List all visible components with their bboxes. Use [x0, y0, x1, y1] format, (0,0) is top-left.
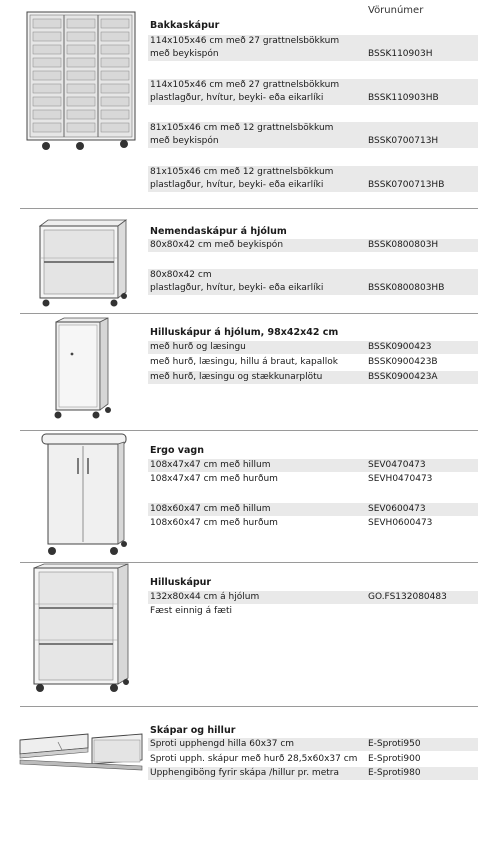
row-desc-line: 108x60x47 cm með hurðum: [150, 518, 278, 528]
row-desc-line: plastlagður, hvítur, beyki- eða eikarlíki: [150, 180, 324, 190]
wall-shelf-icon: [18, 730, 146, 778]
row-desc-line: með hurð og læsingu: [150, 342, 246, 352]
row-desc-line: plastlagður, hvítur, beyki- eða eikarlíki: [150, 93, 324, 103]
row-code: E-Sproti950: [368, 739, 421, 749]
row-desc-line: 81x105x46 cm með 12 grattnelsbökkum: [150, 123, 334, 133]
table-row: [148, 166, 478, 192]
row-code: SEV0600473: [368, 504, 426, 514]
row-code: BSSK0700713HB: [368, 180, 445, 190]
row-desc-line: 108x60x47 cm með hillum: [150, 504, 271, 514]
table-row: [148, 753, 478, 766]
row-code: BSSK0900423B: [368, 357, 438, 367]
shelf-cabinet-icon: [30, 562, 134, 694]
row-code: BSSK110903HB: [368, 93, 439, 103]
table-row: [148, 503, 478, 516]
row-desc-line: 114x105x46 cm með 27 grattnelsbökkum: [150, 80, 340, 90]
row-desc-line: 108x47x47 cm með hurðum: [150, 474, 278, 484]
table-row: [148, 459, 478, 472]
table-row: [148, 79, 478, 105]
section-note: Fæst einnig á fæti: [150, 606, 233, 616]
row-code: SEV0470473: [368, 460, 426, 470]
table-row: [148, 738, 478, 751]
section-title-ergo-cart: Ergo vagn: [150, 445, 204, 456]
table-row: [148, 356, 478, 369]
row-code: BSSK0800803HB: [368, 283, 445, 293]
table-row: [148, 341, 478, 354]
table-row: [148, 122, 478, 148]
row-code: E-Sproti980: [368, 768, 421, 778]
section-divider: [20, 313, 478, 314]
row-code: BSSK0900423A: [368, 372, 438, 382]
locker-cabinet-icon: [50, 316, 118, 422]
table-row: [148, 371, 478, 384]
section-title-student-cabinet: Nemendaskápur á hjólum: [150, 226, 287, 237]
row-desc-line: 108x47x47 cm með hillum: [150, 460, 271, 470]
section-title-locker-cabinet: Hilluskápur á hjólum, 98x42x42 cm: [150, 327, 339, 338]
table-row: [148, 767, 478, 780]
row-desc-line: plastlagður, hvítur, beyki- eða eikarlíki: [150, 283, 324, 293]
section-title-wall-units: Skápar og hillur: [150, 725, 236, 736]
row-code: BSSK0900423: [368, 342, 432, 352]
open-cabinet-icon: [36, 218, 130, 310]
row-desc-line: Upphengiböng fyrir skápa /hillur pr. metra: [150, 768, 339, 778]
section-title-shelf-cabinet: Hilluskápur: [150, 577, 212, 588]
row-desc-line: 132x80x44 cm á hjólum: [150, 592, 260, 602]
row-desc-line: með hurð, læsingu, hillu á braut, kapallok: [150, 357, 338, 367]
table-row: [148, 35, 478, 61]
ergo-cart-icon: [38, 430, 130, 560]
table-row: [148, 591, 478, 604]
row-code: BSSK0800803H: [368, 240, 439, 250]
row-desc-line: með beykispón: [150, 136, 219, 146]
table-row: [148, 239, 478, 252]
row-desc-line: Sproti upphengd hilla 60x37 cm: [150, 739, 295, 749]
row-code: SEVH0470473: [368, 474, 433, 484]
row-code: GO.FS132080483: [368, 592, 447, 602]
product-number-header: Vörunúmer: [368, 5, 424, 16]
row-desc-line: 80x80x42 cm: [150, 270, 212, 280]
table-row: [148, 517, 478, 530]
row-code: SEVH0600473: [368, 518, 433, 528]
row-desc-line: 114x105x46 cm með 27 grattnelsbökkum: [150, 36, 340, 46]
section-divider: [20, 706, 478, 707]
table-row: [148, 269, 478, 295]
row-desc-line: með hurð, læsingu og stækkunarplötu: [150, 372, 323, 382]
row-code: BSSK0700713H: [368, 136, 439, 146]
row-desc-line: með beykispón: [150, 49, 219, 59]
section-divider: [20, 208, 478, 209]
table-row: [148, 473, 478, 486]
row-code: BSSK110903H: [368, 49, 433, 59]
row-desc-line: 80x80x42 cm með beykispón: [150, 240, 284, 250]
row-code: E-Sproti900: [368, 754, 421, 764]
row-desc-line: 81x105x46 cm með 12 grattnelsbökkum: [150, 167, 334, 177]
row-desc-line: Sproti upph. skápur með hurð 28,5x60x37 cm: [150, 754, 358, 764]
section-title-tray-cabinet: Bakkaskápur: [150, 20, 220, 31]
tray-cabinet-icon: [22, 10, 142, 160]
